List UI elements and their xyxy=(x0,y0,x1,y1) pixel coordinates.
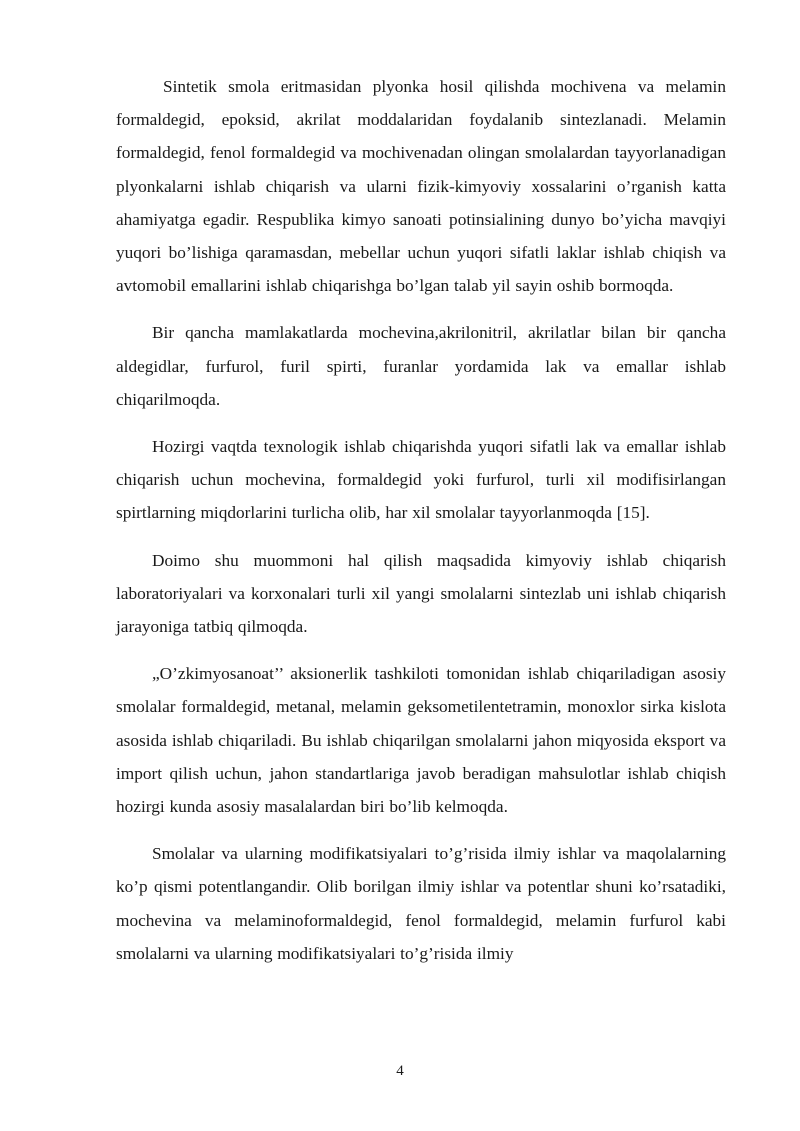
paragraph-3: Hozirgi vaqtda texnologik ishlab chiqarishda yuqori sifatli lak va emallar ishlab chiqarish uchun mochevina, formaldegid yoki furfurol, turli xil modifisirlangan spirtlarning miqdorlarini turlicha olib, har xil smolalar tayyorlanmoqda [15]. xyxy=(116,437,726,523)
paragraph-6: Smolalar va ularning modifikatsiyalari to’g’risida ilmiy ishlar va maqolalarning ko’p qismi potentlangandir. Olib borilgan ilmiy ishlar va potentlar shuni ko’rsatadiki, mochevina va melaminoformaldegid, fenol formaldegid, melamin furfurol kabi smolalarni va ularning modifikatsiyalari to’g’risida ilmiy xyxy=(116,844,726,963)
document-page xyxy=(116,70,726,984)
page-number: 4 xyxy=(396,1063,404,1079)
paragraph-4: Doimo shu muommoni hal qilish maqsadida kimyoviy ishlab chiqarish laboratoriyalari va korxonalari turli xil yangi smolalarni sintezlab uni ishlab chiqarish jarayoniga tatbiq qilmoqda. xyxy=(116,550,726,637)
paragraph-2: Bir qancha mamlakatlarda mochevina,akrilonitril, akrilatlar bilan bir qancha aldegidlar, furfurol, furil spirti, furanlar yordamida lak va emallar ishlab chiqarilmoqda. xyxy=(116,323,726,409)
paragraph-1: Sintetik smola eritmasidan plyonka hosil qilishda mochivena va melamin formaldegid, epoksid, akrilat moddalaridan foydalanib sintezlanadi. Melamin formaldegid, fenol formaldegid va mochivenadan olingan smolalardan tayyorlanadigan plyonkalarni ishlab chiqarish va ularni fizik-kimyoviy xossalarini o’rganish katta ahamiyatga egadir. Respublika kimyo sanoati potinsialining dunyo bo’yicha mavqiyi yuqori bo’lishiga qaramasdan, mebellar uchun yuqori sifatli laklar ishlab chiqish va avtomobil emallarini ishlab chiqarishga bo’lgan talab yil sayin oshib bormoqda. xyxy=(116,77,726,296)
paragraph-5: „O’zkimyosanoat’’ aksionerlik tashkiloti tomonidan ishlab chiqariladigan asosiy smolalar formaldegid, metanal, melamin geksometilentetramin, monoxlor sirka kislota asosida ishlab chiqariladi. Bu ishlab chiqarilgan smolalarni jahon miqyosida eksport va import qilish uchun, jahon standartlariga javob beradigan mahsulotlar ishlab chiqish hozirgi kunda asosiy masalalardan biri bo’lib kelmoqda. xyxy=(116,664,726,817)
